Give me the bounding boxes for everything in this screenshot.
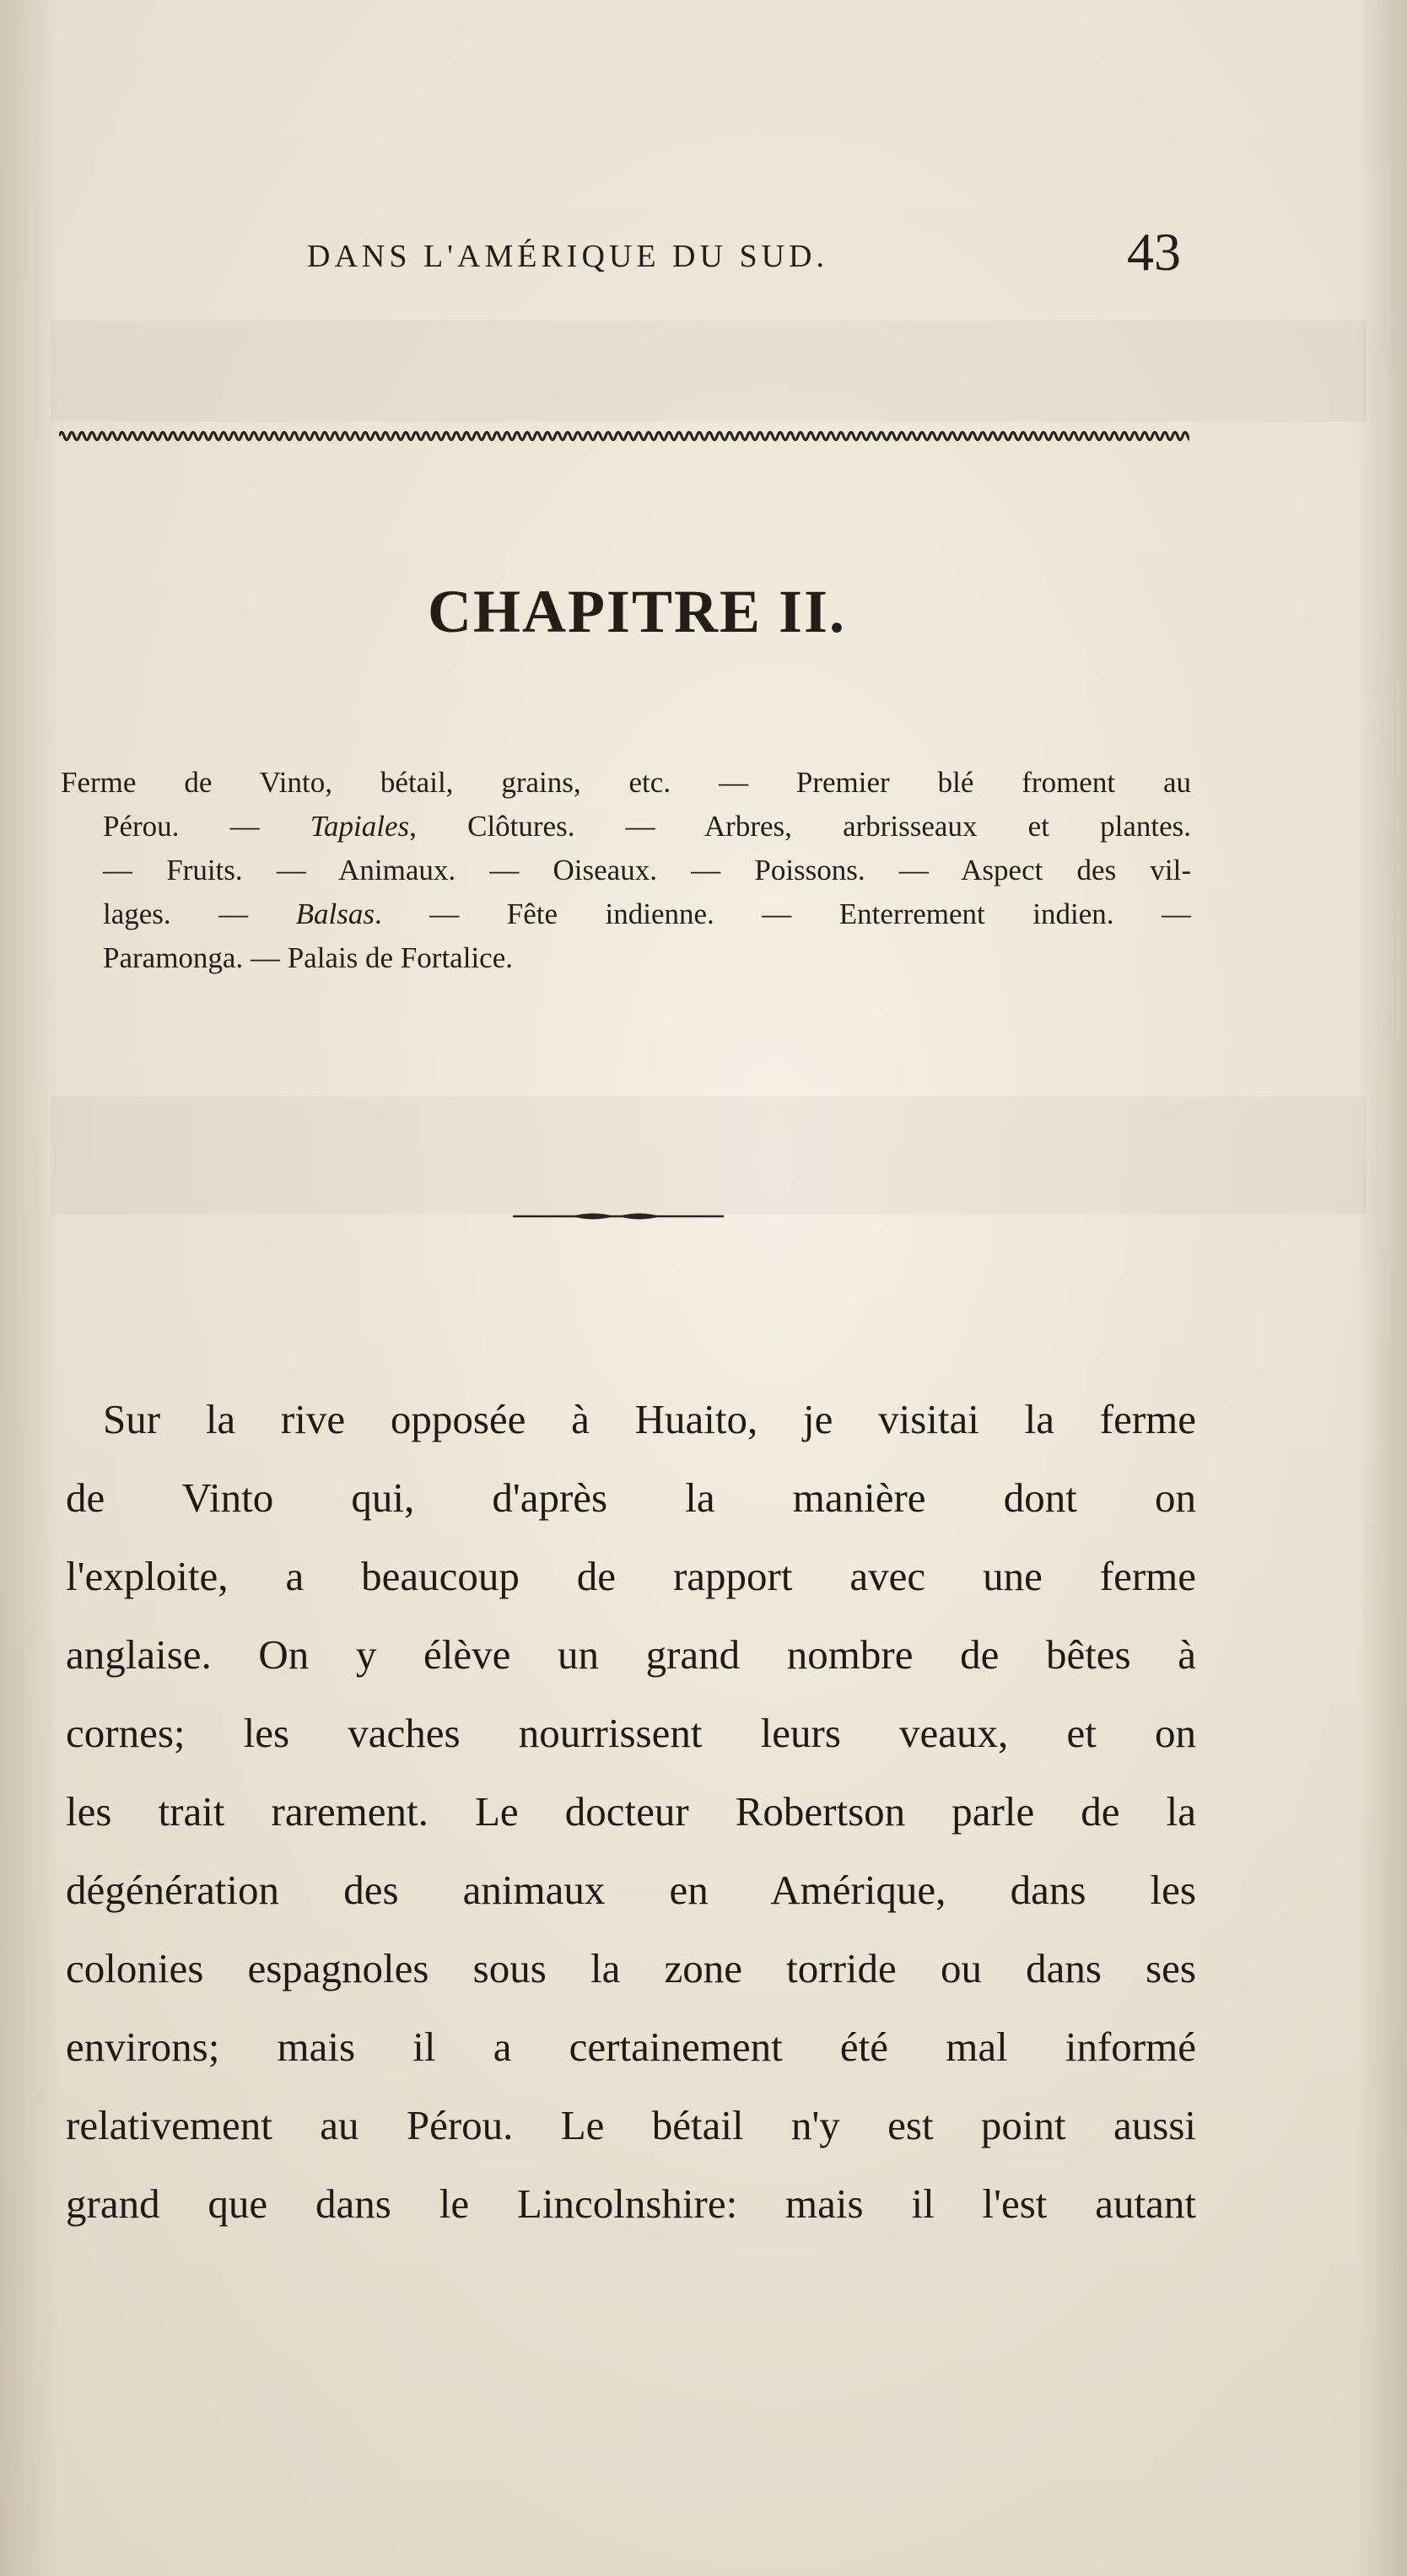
running-head: DANS L'AMÉRIQUE DU SUD. (307, 239, 828, 274)
text-line: cornes; les vaches nourrissent leurs veaux, et on (66, 1710, 1196, 1756)
summary-line-4: lages. — Balsas. — Fête indienne. — Enterrement indien. — (103, 897, 1191, 930)
summary-line-5: Paramonga. — Palais de Fortalice. (103, 941, 513, 974)
page-number: 43 (1127, 222, 1181, 282)
chapter-title: CHAPITRE II. (427, 578, 847, 645)
text-line: de Vinto qui, d'après la manière dont on (66, 1474, 1196, 1521)
bleed-through-band (51, 1097, 1367, 1215)
chapter-summary (61, 761, 1191, 980)
body-text (66, 1380, 1196, 2243)
text-line: relativement au Pérou. Le bétail n'y est point aussi (66, 2102, 1196, 2148)
text-line: anglaise. On y élève un grand nombre de bêtes à (66, 1631, 1196, 1678)
text-line: grand que dans le Lincolnshire: mais il l'est autant (66, 2180, 1196, 2227)
text-line: dégénération des animaux en Amérique, dans les (66, 1867, 1196, 1913)
ornament-rule (59, 427, 1189, 445)
italic-term-balsas: Balsas (295, 897, 375, 930)
italic-term-tapiales: Tapiales (310, 810, 410, 843)
text-line: l'exploite, a beaucoup de rapport avec une ferme (66, 1553, 1196, 1599)
section-separator-ornament (513, 1208, 724, 1225)
text-line: colonies espagnoles sous la zone torride ou dans ses (66, 1945, 1196, 1991)
text-line: les trait rarement. Le docteur Robertson parle de la (66, 1788, 1196, 1835)
summary-line-3: — Fruits. — Animaux. — Oiseaux. — Poissons. — Aspect des vil- (103, 854, 1191, 887)
text-line: Sur la rive opposée à Huaito, je visitai la ferme (103, 1396, 1196, 1442)
bleed-through-band (51, 321, 1367, 422)
summary-line-2: Pérou. — Tapiales, Clôtures. — Arbres, arbrisseaux et plantes. (103, 810, 1191, 843)
text-line: environs; mais il a certainement été mal informé (66, 2024, 1196, 2070)
summary-line-1: Ferme de Vinto, bétail, grains, etc. — Premier blé froment au (61, 766, 1191, 799)
